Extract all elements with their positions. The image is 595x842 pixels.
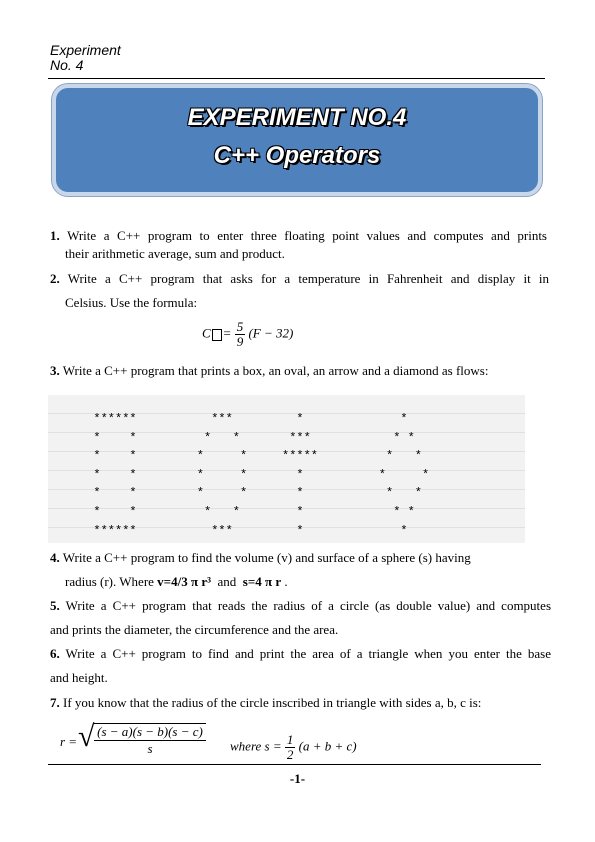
pattern-diamond-cell: * * <box>385 449 423 464</box>
pattern-arrow-cell: *** <box>289 430 311 445</box>
sides-sum: (a + b + c) <box>298 738 357 754</box>
question-4-line-1 <box>50 549 471 567</box>
pattern-arrow-cell: ***** <box>281 449 319 464</box>
volume-formula: v=4/3 π r³ <box>157 574 211 589</box>
question-2-line-2: Celsius. Use the formula: <box>65 295 198 310</box>
missing-glyph-box <box>212 329 222 341</box>
question-6-line-2: and height. <box>50 670 108 685</box>
question-4-line-2 <box>65 573 288 591</box>
pattern-oval-cell: *** <box>211 523 233 538</box>
pattern-oval-cell: * * <box>196 467 248 482</box>
question-4-number: 4. <box>50 550 60 565</box>
question-5-line-1 <box>50 597 551 615</box>
pattern-row <box>0 505 477 523</box>
title-banner <box>52 84 542 196</box>
pattern-box-cell: ****** <box>93 412 137 426</box>
header-line-2: No. 4 <box>50 57 84 73</box>
half-numerator: 1 <box>286 732 294 747</box>
pattern-arrow-cell: * <box>296 467 304 482</box>
radius-fraction <box>94 724 206 757</box>
question-7-number: 7. <box>50 695 60 710</box>
celsius-formula <box>202 320 293 349</box>
pattern-box-cell: * * <box>93 486 137 501</box>
pattern-box-cell: * * <box>93 430 137 445</box>
question-5-line-2: and prints the diameter, the circumference and the area. <box>50 622 339 637</box>
banner-title: EXPERIMENT NO.4 <box>187 104 407 131</box>
pattern-box-cell: ****** <box>93 523 137 538</box>
pattern-row <box>0 431 477 449</box>
pattern-row <box>0 486 477 504</box>
pattern-oval-cell: * * <box>203 505 241 519</box>
pattern-row <box>0 412 477 430</box>
question-7-text: If you know that the radius of the circle inscribed in triangle with sides a, b, c is: <box>63 695 482 710</box>
formula-equals: = <box>222 325 232 341</box>
formula-fraction <box>235 320 246 349</box>
pattern-box-cell: * * <box>93 449 137 464</box>
pattern-arrow-cell: * <box>296 505 304 519</box>
pattern-row <box>0 449 477 467</box>
formula-fraction-denominator: 9 <box>236 334 244 349</box>
question-4-and: and <box>210 574 243 589</box>
question-4-where: radius (r). Where <box>65 574 158 589</box>
radius-formula-lhs: r = <box>60 734 78 749</box>
pattern-oval-cell: * * <box>196 486 248 501</box>
pattern-diamond-cell: * * <box>385 486 423 501</box>
pattern-oval-cell: *** <box>211 412 233 426</box>
header-rule <box>48 78 545 79</box>
question-5-text: Write a C++ program that reads the radius of a circle (as double value) and computes <box>65 598 551 613</box>
page-number: -1- <box>289 771 306 786</box>
question-1-number: 1. <box>50 228 60 243</box>
question-3 <box>50 362 488 380</box>
pattern-diamond-cell: * <box>400 523 408 538</box>
where-label: where s = <box>230 738 282 754</box>
question-6-number: 6. <box>50 646 60 661</box>
question-1-text: Write a C++ program to enter three floating point values and computes and prints <box>67 228 547 243</box>
question-2-text: Write a C++ program that asks for a temperature in Fahrenheit and display it in <box>67 271 549 286</box>
semi-perimeter-formula <box>230 733 357 762</box>
pattern-diamond-cell: * * <box>393 505 415 519</box>
pattern-diamond-cell: * <box>400 412 408 426</box>
half-fraction <box>285 733 296 762</box>
question-2-number: 2. <box>50 271 60 286</box>
formula-fraction-numerator: 5 <box>236 319 244 334</box>
pattern-row <box>0 524 477 542</box>
surface-formula: s=4 π r <box>242 574 282 589</box>
pattern-diamond-cell: * * <box>393 430 415 445</box>
radius-fraction-numerator: (s − a)(s − b)(s − c) <box>94 724 206 741</box>
footer-rule <box>48 764 541 765</box>
formula-rhs: (F − 32) <box>248 325 294 341</box>
pattern-oval-cell: * * <box>196 449 248 464</box>
pattern-arrow-cell: * <box>296 523 304 538</box>
pattern-arrow-cell: * <box>296 486 304 501</box>
pattern-box-cell: * * <box>93 467 137 482</box>
pattern-arrow-cell: * <box>296 412 304 426</box>
formula-lhs: C <box>202 325 211 341</box>
question-4-text: Write a C++ program to find the volume (v) and surface of a sphere (s) having <box>62 550 471 565</box>
question-6-text: Write a C++ program to find and print the area of a triangle when you enter the base <box>65 646 551 661</box>
question-2-line-1 <box>50 270 549 288</box>
question-6-line-1 <box>50 645 551 663</box>
square-root-icon: √ <box>78 720 95 753</box>
document-header <box>50 43 121 73</box>
half-denominator: 2 <box>286 747 294 762</box>
question-3-text: Write a C++ program that prints a box, an oval, an arrow and a diamond as flows: <box>62 363 489 378</box>
question-7 <box>50 694 481 712</box>
header-line-1: Experiment <box>50 42 121 58</box>
radius-fraction-denominator: s <box>147 741 153 756</box>
question-5-number: 5. <box>50 598 60 613</box>
banner-subtitle: C++ Operators <box>213 142 381 169</box>
question-1-line-1 <box>50 227 547 245</box>
question-1-line-2: their arithmetic average, sum and product. <box>65 246 285 261</box>
question-4-end: . <box>281 574 288 589</box>
pattern-box-cell: * * <box>93 505 137 519</box>
question-3-number: 3. <box>50 363 60 378</box>
pattern-diamond-cell: * * <box>378 467 430 482</box>
pattern-oval-cell: * * <box>203 430 241 445</box>
pattern-row <box>0 468 477 486</box>
